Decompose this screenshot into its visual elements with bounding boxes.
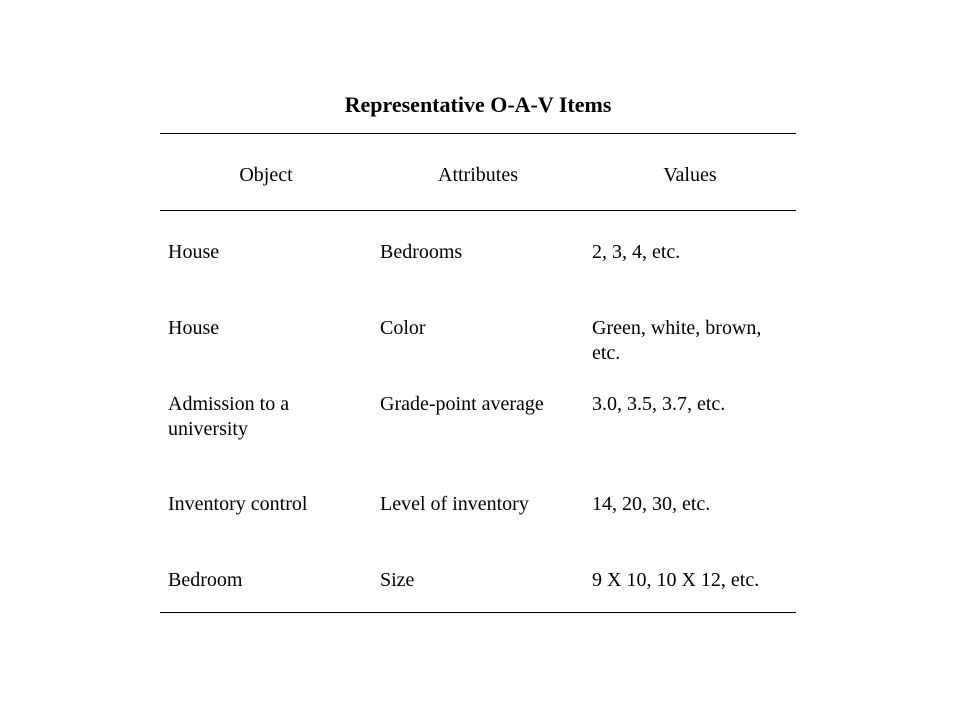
cell-object: House — [168, 241, 220, 263]
header-attributes: Attributes — [438, 164, 518, 186]
cell-value: Green, white, brown, etc. — [592, 317, 762, 364]
cell-object: House — [168, 317, 220, 339]
cell-value: 9 X 10, 10 X 12, etc. — [592, 569, 760, 591]
cell-attribute: Bedrooms — [380, 241, 463, 263]
top-rule — [160, 133, 796, 134]
cell-attribute: Size — [380, 569, 415, 591]
table-title: Representative O-A-V Items — [344, 92, 612, 117]
cell-attribute: Grade-point average — [380, 393, 544, 415]
cell-object: Inventory control — [168, 493, 308, 515]
cell-value: 14, 20, 30, etc. — [592, 493, 711, 515]
header-values: Values — [663, 164, 717, 186]
cell-attribute: Level of inventory — [380, 493, 529, 515]
cell-object: Bedroom — [168, 569, 243, 591]
table-header-row — [160, 164, 796, 192]
cell-value: 2, 3, 4, etc. — [592, 241, 681, 263]
cell-value: 3.0, 3.5, 3.7, etc. — [592, 393, 726, 415]
cell-attribute: Color — [380, 317, 426, 339]
header-rule — [160, 210, 796, 211]
cell-object: Admission to a university — [168, 393, 290, 440]
bottom-rule — [160, 612, 796, 613]
header-object: Object — [239, 164, 293, 186]
